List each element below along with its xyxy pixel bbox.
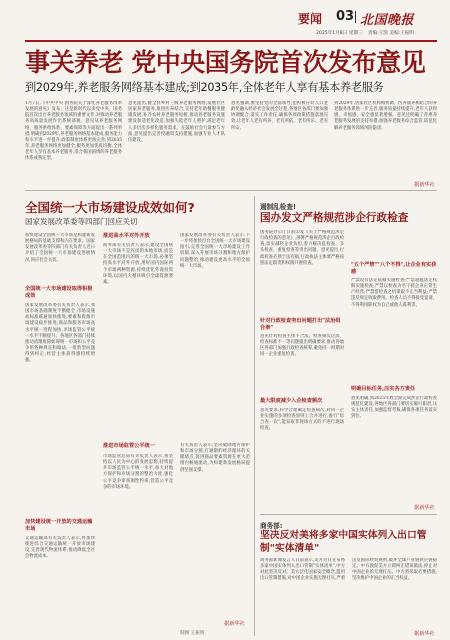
section-label: 要闻 [298, 12, 323, 26]
market-subheadline: 国家发展改革委等四部门回应关切 [25, 217, 138, 226]
inspection-column-2-body: 严禁没有法定依据实施检查;严禁超越法定权限实施检查;严禁以检查为名干扰企业正常生产经营;严禁借检查之机谋取不正当利益;严禁违反规定收取费用。检查人员不得接受宴请、不得利用职权为自己或他人谋利等。 [351, 278, 437, 308]
inspection-credit: 据新华社 [414, 505, 435, 511]
lead-column-3: 意见强调,要坚持党的全面领导,把积极应对人口老龄化融入经济社会发展全过程,各地区各部门要加强协调配合,落实工作责任,确保各项政策措施落地见效,让老年人老有所养、老有所依、老有所乐、老有所安。 [231, 101, 328, 131]
issue-date: 2025年1月8日 星期三 [316, 31, 363, 36]
section-divider [25, 190, 437, 191]
market-headline: 全国统一大市场建设成效如何? [25, 200, 195, 215]
inspection-column-1-body: 国务院办公厅日前印发《关于严格规范涉企行政检查的意见》,部署严格规范涉企行政检查,切实减轻企业负担,着力解决乱检查、多头检查、重复检查等突出问题。意见提出,行政检查必须于法有据,行政执法主体要严格按照法定职责和权限开展检查。 [260, 230, 344, 266]
market-subhead-2: 加快建设统一开放的交通运输市场 [25, 519, 93, 532]
market-subhead-1: 全国统一大市场建设取得积极成效 [25, 286, 93, 299]
masthead-rule [25, 40, 437, 42]
lead-credit: 据新华社 [414, 182, 435, 188]
inspection-subhead-3: "五个严禁""八个不得",让企业有实获感 [351, 262, 437, 275]
inspection-subhead-2: 最大限度减少入企检查频次 [260, 398, 323, 404]
commerce-column-1: 商务部新闻发言人日前表示,美方近日宣布将多家中国实体列入出口管制"实体清单",中方对此坚决反对。美方泛化国家安全概念,滥用出口管制措施,对中国企业实施无理打压,严重违反国际经贸规则,破坏全球产业链供应链稳定。中方敦促美方立即纠正错误做法,停止对中国企业的无理打压。中方将采取必要措施,坚决维护中国企业的正当权益。 [260, 558, 437, 582]
inspection-headline: 国办发文严格规范涉企行政检查 [260, 212, 409, 224]
market-column-1-intro: 加快建设全国统一大市场是构建新发展格局的基础支撑和内在要求。国家发展改革委等四部门有关负责人近日介绍了全国统一大市场建设进展情况,回应社会关切。 [25, 233, 95, 263]
page-number: 03 [336, 9, 355, 24]
market-column-3-body: 国家发展改革委有关负责人表示,下一步将加快出台全国统一大市场建设指引,完善全国统一大市场建设工作机制,深入开展市场分割和地方保护问题整治,推动建设更高水平的全国统一大市场。 [180, 233, 250, 269]
market-subhead-3: 推进高水平对外开放 [103, 233, 150, 239]
lead-subheadline: 到2029年,养老服务网络基本建成;到2035年,全体老年人享有基本养老服务 [25, 81, 384, 94]
editor-credit: 责编:王凯 美编:王振明 [368, 31, 414, 36]
graphic-credit: 制图 王振明 [180, 631, 205, 636]
inspection-column-2-tail: 意见明确,到2025年底全面完成涉企行政检查规范化建设,各地区各部门要切实履行职责,压实主体责任,加强监督考核,确保各项任务落实到位。 [351, 396, 437, 420]
market-column-1-body: 国家发展改革委有关负责人表示,我国市场基础制度不断健全,市场设施高标准联通加快推进,要素和资源市场建设稳步推进,商品和服务市场高水平统一进程加快,市场监管公平统一水平不断提升。各地区各部门持续推动清理废除妨碍统一市场和公平竞争的各种规定和做法,一批典型问题得到纠正,经营主体获得感持续增强。 [25, 303, 95, 364]
lead-column-4: 到2029年,居家社区机构相协调、医养康养相结合的养老服务体系进一步完善,服务质量持续提升,老年人获得感、幸福感、安全感显著增强。意见还明确了普惠养老服务发展的支持举措,加强养老服务综合监管,防范化解养老服务领域风险隐患。 [334, 101, 437, 131]
commerce-headline: 坚决反对美将多家中国实体列入出口管制"实体清单" [260, 530, 427, 554]
masthead [0, 0, 450, 44]
inspection-column-1-tail: 意见要求,科学合理确定检查频次,对同一企业实施的多项检查原则上合并进行,推行"综合查一次",能采取非现场方式的不进行现场检查。 [260, 408, 344, 432]
column-divider [254, 196, 255, 636]
newspaper-logo: 北国晚报 [360, 13, 415, 28]
page-number-divider [355, 11, 356, 23]
lead-column-1: 1月7日,《中共中央 国务院关于深化养老服务改革发展的意见》发布。这是新时代以来党中央、国务院首次出台养老服务领域的重要文件,对推动养老服务高质量发展作出系统部署。意见从养老服务网络、服务供给体系、要素保障等方面提出一系列举措,明确到2029年,养老服务网络基本建成,服务能力和水平进一步提升,政策制度体系更加完善;到2035年,养老服务网络更加健全,服务更加优质均衡,全体老年人享有基本养老服务,适合我国国情的养老服务体系成熟定型。 [25, 101, 122, 162]
market-subhead-4: 推进市场监管公平统一 [103, 443, 155, 449]
inspection-kicker: 遏制乱检查! [260, 203, 296, 211]
commerce-credit: 据新华社 [414, 631, 435, 637]
bottom-right-divider [260, 514, 437, 515]
market-column-1-tail: 交通运输部有关负责人表示,将加快推进综合交通运输统一开放市场建设,完善现代物流体系,推动降低全社会物流成本。 [25, 536, 95, 560]
inspection-column-1-mid: 意见针对检查主体不合法、检查频次过高、检查标准不一等问题提出明确要求,推动各地区各部门加强行政检查统筹,避免同一时期对同一企业重复检查。 [260, 334, 344, 358]
commerce-kicker: 商务部: [260, 522, 283, 530]
inspection-subhead-4: 明确目标任务,压实各方责任 [351, 386, 416, 392]
lead-headline: 事关养老 党中央国务院首次发布意见 [25, 48, 426, 77]
market-credit: 据新华社 [224, 621, 245, 627]
market-column-2-body: 商务部有关负责人表示,建设全国统一大市场不是封闭的本地市场,而是在全国范围内的统一大市场,必须坚持高水平对外开放,用好国内国际两个市场两种资源,持续优化外商投资环境,以国内大循环吸引全球资源要素。 [103, 243, 173, 285]
lead-column-2: 意见提出,健全县乡村三级养老服务网络,发展社区居家养老服务,推进医养结合,支持老年助餐服务健康发展,补齐农村养老服务短板,推动养老服务设施建设和适老化改造,加强失能老年人照护,满足老年人多层次多样化服务需求。在鼓励社会力量参与方面,意见提出完善投融资支持措施,加强专业人才队伍建设。 [128, 101, 225, 143]
market-column-3-tail: 有关负责人表示,坚决破除地方保护和市场分割,打通制约经济循环的关键堵点,促进商品要素资源在更大范围内畅通流动,为构建新发展格局提供坚强支撑。 [180, 443, 250, 473]
market-column-2-tail: 市场监管总局有关负责人表示,将坚持以人民为中心的发展思想,持续提升市场监管公平统一水平,加大对地方保护和市场分割的整治力度,强化公平竞争审查刚性约束,营造公平竞争的市场环境。 [103, 454, 173, 490]
inspection-subhead-1: 针对行政检查突出问题打出"法治组合拳" [260, 318, 341, 331]
